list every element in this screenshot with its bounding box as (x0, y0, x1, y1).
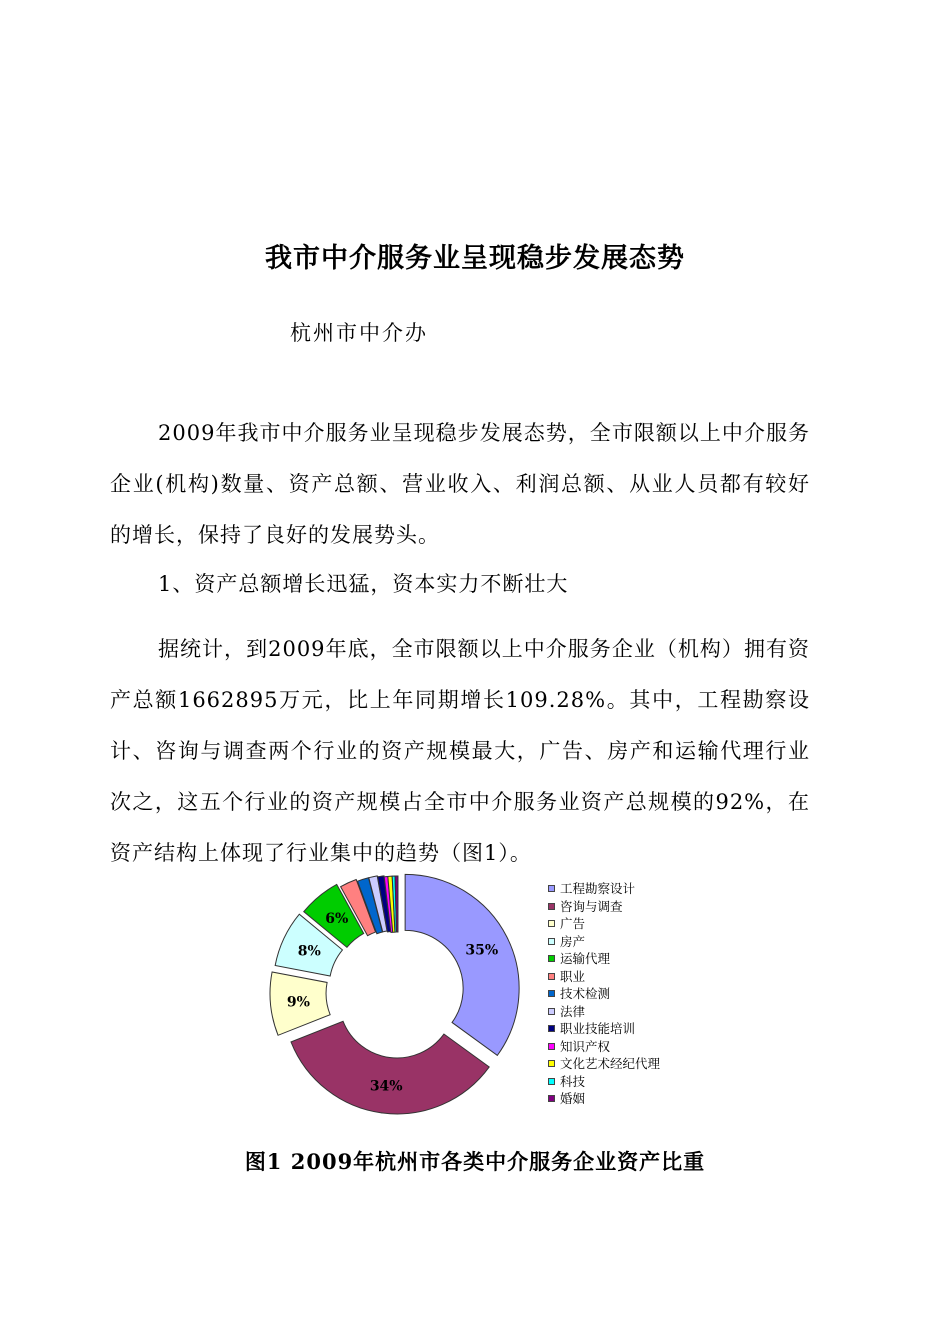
slice-data-label: 34% (369, 1078, 403, 1095)
legend-swatch (548, 903, 555, 910)
donut-slice-1 (405, 874, 519, 1055)
paragraph-intro: 2009年我市中介服务业呈现稳步发展态势，全市限额以上中介服务企业(机构)数量、资产总额、营业收入、利润总额、从业人员都有较好的增长，保持了良好的发展势头。 (110, 421, 810, 547)
legend-swatch (548, 885, 555, 892)
slice-data-label: 8% (297, 943, 321, 960)
legend-swatch (548, 1043, 555, 1050)
legend-label: 咨询与调查 (560, 898, 623, 914)
legend-item (548, 1020, 660, 1038)
section-heading-1: 1、资产总额增长迅猛，资本实力不断壮大 (158, 572, 569, 596)
legend-item (548, 950, 660, 968)
legend-swatch (548, 920, 555, 927)
slice-data-label: 35% (465, 942, 499, 959)
legend-label: 职业 (560, 968, 586, 984)
legend-label: 知识产权 (560, 1038, 611, 1054)
legend-item (548, 1090, 660, 1108)
legend-swatch (548, 990, 555, 997)
legend-label: 房产 (560, 933, 586, 949)
legend-item (548, 898, 660, 916)
legend-label: 运输代理 (560, 951, 611, 966)
figure-caption: 图1 2009年杭州市各类中介服务企业资产比重 (244, 1149, 706, 1174)
legend-item (548, 1038, 660, 1056)
legend-item (548, 1073, 660, 1091)
legend-swatch (548, 973, 555, 980)
chart-legend (548, 880, 660, 1108)
legend-swatch (548, 1060, 555, 1067)
author-line: 杭州市中介办 (290, 321, 428, 345)
legend-swatch (548, 1008, 555, 1015)
legend-item (548, 915, 660, 933)
slice-data-label: 9% (286, 994, 310, 1011)
legend-label: 工程勘察设计 (560, 881, 636, 896)
slice-data-label: 6% (325, 911, 349, 928)
legend-label: 广告 (560, 916, 586, 931)
legend-swatch (548, 1095, 555, 1102)
legend-item (548, 880, 660, 898)
legend-swatch (548, 1025, 555, 1032)
legend-item (548, 1003, 660, 1021)
legend-label: 婚姻 (560, 1091, 586, 1106)
legend-swatch (548, 938, 555, 945)
legend-swatch (548, 955, 555, 962)
legend-item (548, 985, 660, 1003)
legend-item (548, 1055, 660, 1073)
legend-label: 法律 (560, 1003, 586, 1019)
legend-label: 科技 (560, 1073, 586, 1089)
donut-slice-2 (291, 1021, 489, 1114)
legend-label: 技术检测 (560, 986, 611, 1001)
legend-item (548, 968, 660, 986)
paragraph-assets: 据统计，到2009年底，全市限额以上中介服务企业（机构）拥有资产总额1662895万元，比上年同期增长109.28%。其中，工程勘察设计、咨询与调查两个行业的资产规模最大，广告、房产和运输代理行业次之，这五个行业的资产规模占全市中介服务业资产总规模的92%，在资产结构上体现了行业集中的趋势（图1）。 (110, 637, 810, 865)
legend-label: 职业技能培训 (560, 1021, 636, 1036)
legend-swatch (548, 1078, 555, 1085)
legend-item (548, 933, 660, 951)
page-title: 我市中介服务业呈现稳步发展态势 (265, 243, 685, 274)
legend-label: 文化艺术经纪代理 (560, 1056, 661, 1071)
